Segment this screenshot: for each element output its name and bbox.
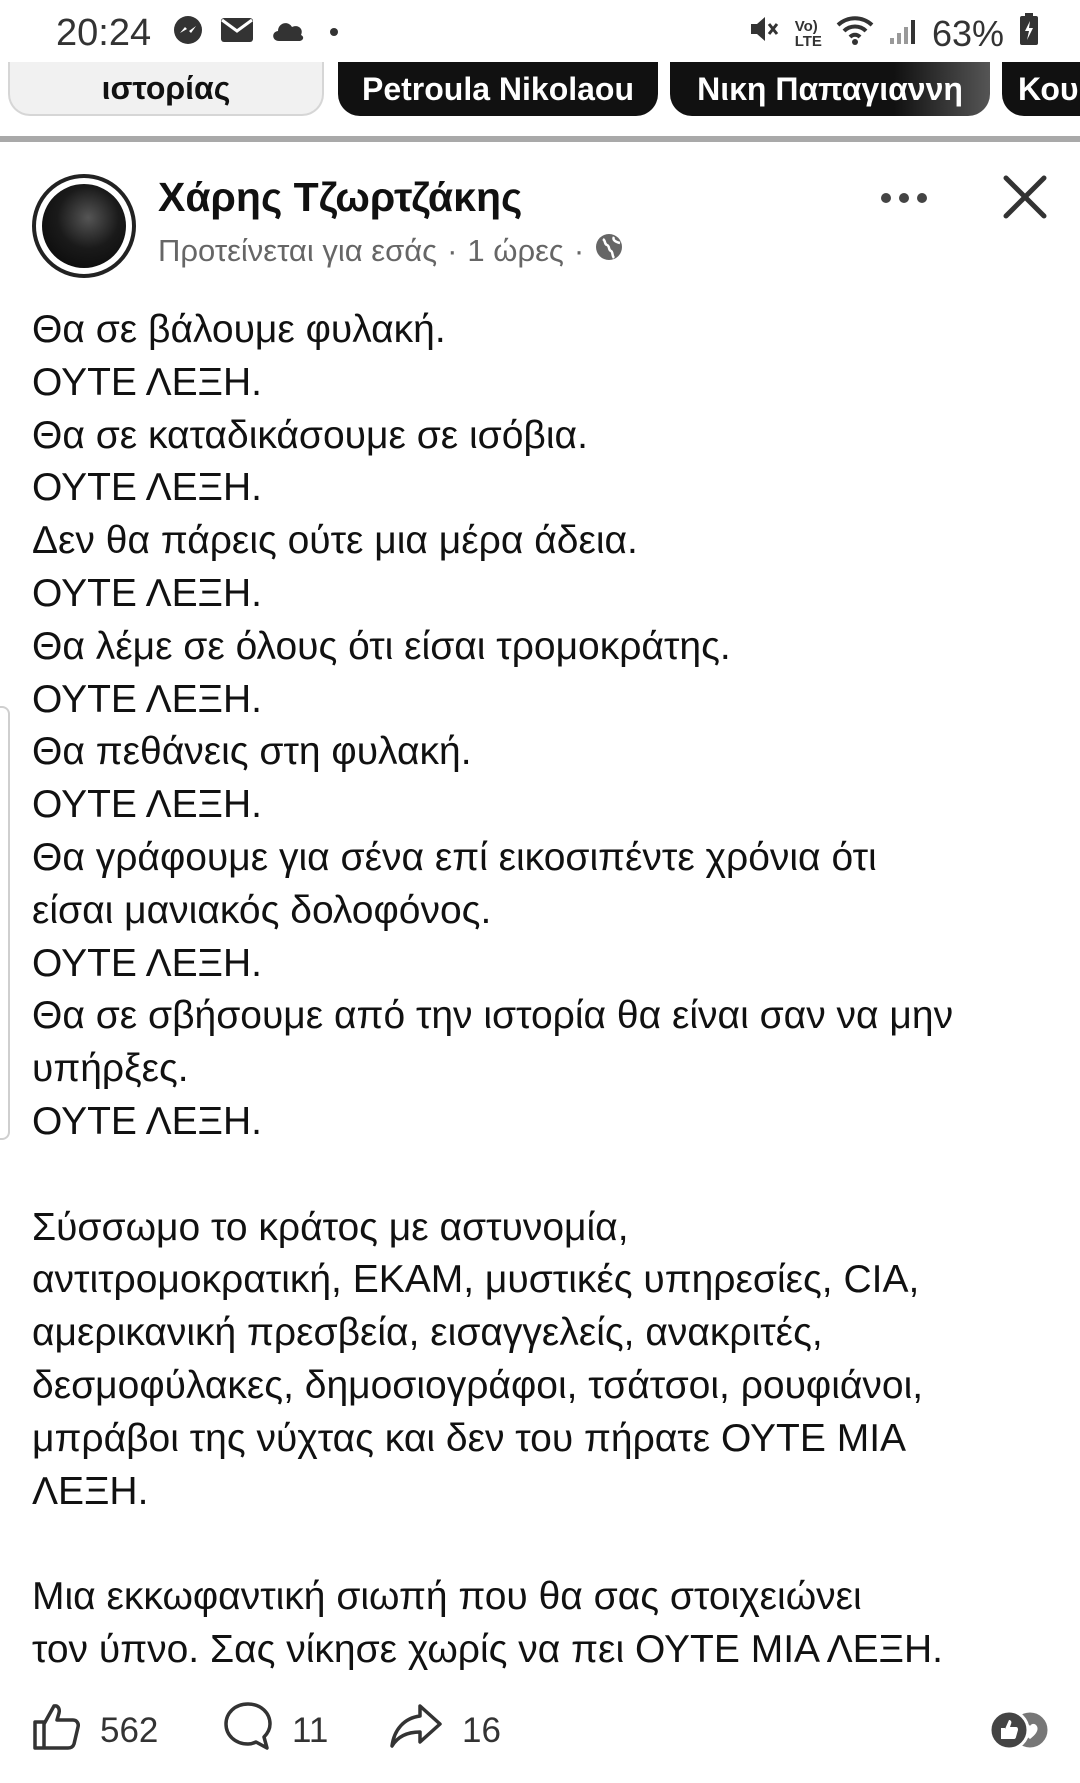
post-text-line: Θα σε σβήσουμε από την ιστορία θα είναι σαν να μην	[32, 994, 954, 1038]
like-icon	[30, 1700, 82, 1761]
mail-icon	[220, 17, 254, 48]
cloud-icon	[270, 18, 306, 47]
post-text-line: υπήρξες.	[32, 1047, 189, 1091]
author-avatar[interactable]	[32, 174, 136, 278]
paragraph-gap	[32, 1149, 1062, 1202]
like-button[interactable]	[30, 1700, 158, 1761]
share-icon	[388, 1700, 444, 1761]
post-text-line: ΟΥΤΕ ΛΕΞΗ.	[32, 677, 263, 721]
post-text-line: ΟΥΤΕ ΛΕΞΗ.	[32, 783, 263, 827]
post-text-line: Θα πεθάνεις στη φυλακή.	[32, 730, 472, 774]
scroll-edge	[0, 706, 10, 1140]
post-text-line: Δεν θα πάρεις ούτε μια μέρα άδεια.	[32, 519, 638, 563]
post-text-line: Θα λέμε σε όλους ότι είσαι τρομοκράτης.	[32, 624, 731, 668]
post-text-line: Σύσσωμο το κράτος με αστυνομία,	[32, 1205, 629, 1249]
post-text-line: δεσμοφύλακες, δημοσιογράφοι, τσάτσοι, ρουφιάνοι,	[32, 1363, 924, 1407]
messenger-icon	[172, 14, 204, 51]
dot-icon	[322, 18, 346, 47]
post-text-line: Θα σε βάλουμε φυλακή.	[32, 308, 446, 351]
post-body	[32, 304, 1062, 1677]
story-partial[interactable]: Κου	[1002, 62, 1080, 116]
paragraph-gap	[32, 1518, 1062, 1571]
post-text-line: τον ύπνο. Σας νίκησε χωρίς να πει ΟΥΤΕ ΜΙΑ ΛΕΞΗ.	[32, 1627, 943, 1671]
post-text-line: είσαι μανιακός δολοφόνος.	[32, 888, 492, 932]
system-icons	[747, 12, 1040, 55]
post-text-line: ΛΕΞΗ.	[32, 1469, 149, 1513]
signal-icon	[888, 13, 918, 55]
comment-icon	[222, 1700, 274, 1761]
comment-count: 11	[292, 1710, 329, 1750]
share-count: 16	[462, 1710, 501, 1750]
post-text-line: ΟΥΤΕ ΛΕΞΗ.	[32, 571, 263, 615]
post-text-line: ΟΥΤΕ ΛΕΞΗ.	[32, 1099, 263, 1143]
meta-separator: ·	[573, 233, 585, 268]
mute-icon	[747, 12, 781, 55]
battery-icon	[1018, 12, 1040, 55]
status-bar	[0, 0, 1080, 64]
post-text-line: αντιτρομοκρατική, ΕΚΑΜ, μυστικές υπηρεσίες, CIA,	[32, 1258, 920, 1302]
post-text-line: μπράβοι της νύχτας και δεν του πήρατε ΟΥΤΕ ΜΙΑ	[32, 1416, 907, 1460]
battery-percent: 63%	[931, 12, 1004, 54]
notification-icons	[172, 14, 346, 51]
meta-suggested: Προτείνεται για εσάς	[158, 233, 438, 268]
avatar-image	[42, 184, 126, 268]
story-niki[interactable]: Νικη Παπαγιαννη	[670, 62, 990, 116]
reaction-bar	[30, 1700, 1060, 1760]
stories-row	[0, 62, 1080, 124]
share-button[interactable]	[388, 1700, 501, 1761]
globe-icon	[594, 232, 624, 270]
post-text-line: Θα γράφουμε για σένα επί εικοσιπέντε χρόνια ότι	[32, 835, 877, 879]
close-icon[interactable]	[996, 168, 1054, 226]
more-options-icon[interactable]	[876, 170, 932, 226]
story-petroula[interactable]: Petroula Nikolaou	[338, 62, 658, 116]
volte-icon: Vo) LTE	[794, 17, 822, 50]
reaction-summary[interactable]	[988, 1706, 1052, 1754]
feed-divider	[0, 136, 1080, 142]
meta-separator: ·	[447, 233, 458, 268]
comment-button[interactable]	[222, 1700, 328, 1761]
post-text-line: ΟΥΤΕ ΛΕΞΗ.	[32, 941, 263, 985]
post-text-line: Θα σε καταδικάσουμε σε ισόβια.	[32, 413, 588, 457]
like-count: 562	[100, 1710, 159, 1750]
like-reaction-icon	[990, 1711, 1028, 1749]
post-text-line: Μια εκκωφαντική σιωπή που θα σας στοιχειώνει	[32, 1575, 862, 1619]
post-text-line: ΟΥΤΕ ΛΕΞΗ.	[32, 466, 263, 510]
post-text-line: ΟΥΤΕ ΛΕΞΗ.	[32, 360, 263, 404]
wifi-icon	[836, 13, 874, 55]
status-time: 20:24	[56, 12, 152, 54]
author-name[interactable]: Χάρης Τζωρτζάκης	[158, 174, 523, 220]
post-meta	[158, 232, 624, 270]
meta-time[interactable]: 1 ώρες	[467, 233, 564, 268]
story-create[interactable]: ιστορίας	[8, 62, 324, 116]
post-text-line: αμερικανική πρεσβεία, εισαγγελείς, ανακριτές,	[32, 1311, 823, 1355]
